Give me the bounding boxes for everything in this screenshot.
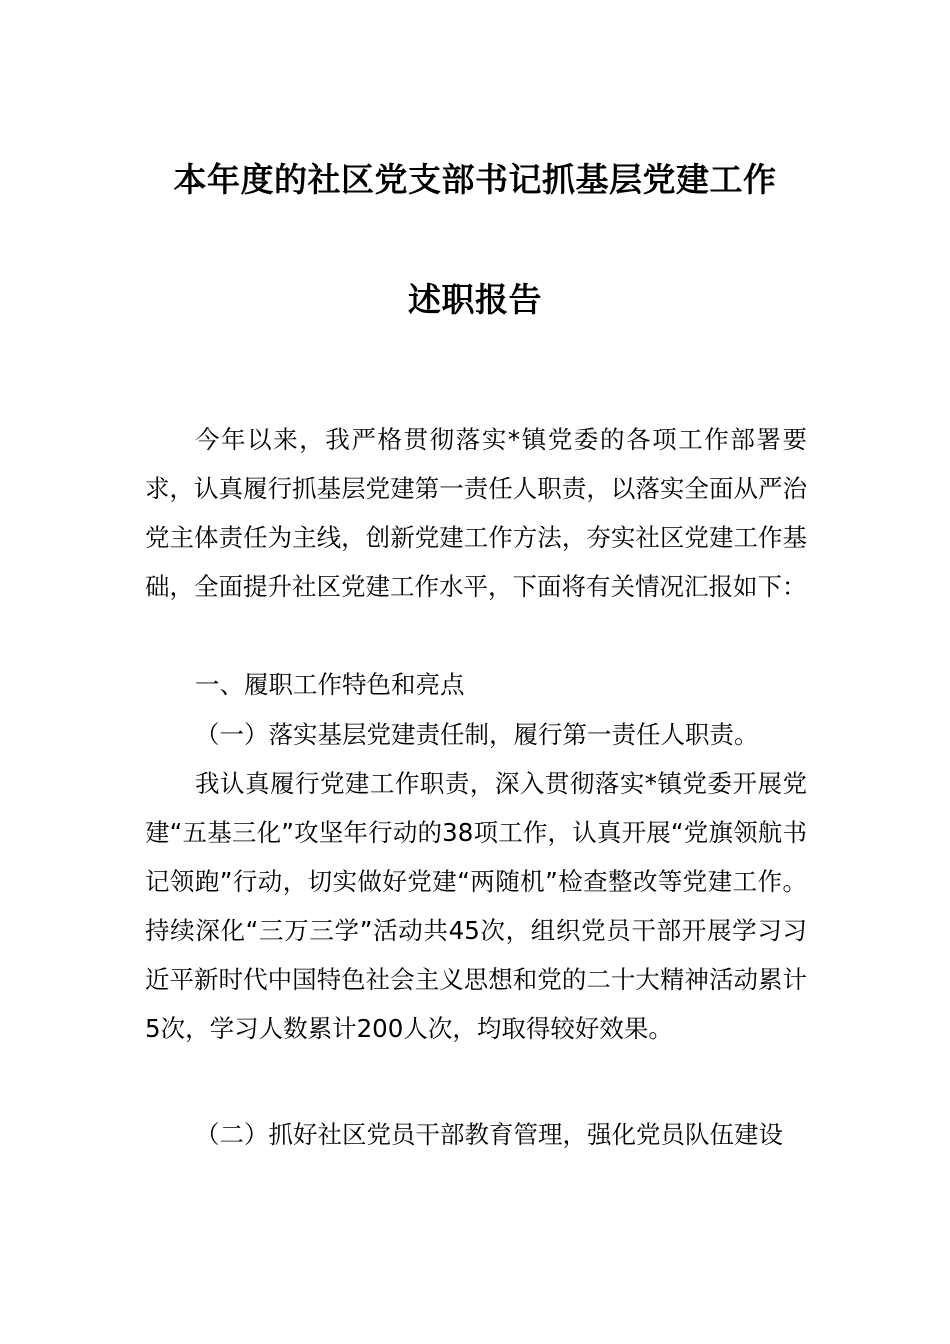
subsection-paragraph-1-1: 我认真履行党建工作职责，深入贯彻落实*镇党委开展党建“五基三化”攻坚年行动的38项工作，认真开展“党旗领航书记领跑”行动，切实做好党建“两随机”检查整改等党建工作。持续深化“三万三学”活动共45次，组织党员干部开展学习习近平新时代中国特色社会主义思想和党的二十大精神活动累计5次，学习人数累计200人次，均取得较好效果。: [145, 769, 807, 1043]
subsection-heading-1-2: （二）抓好社区党员干部教育管理，强化党员队伍建设: [195, 1120, 783, 1149]
subsection-heading-1-1: （一）落实基层党建责任制，履行第一责任人职责。: [195, 720, 759, 749]
section-heading-1: 一、履职工作特色和亮点: [195, 670, 465, 699]
intro-paragraph: 今年以来，我严格贯彻落实*镇党委的各项工作部署要求，认真履行抓基层党建第一责任人职责，以落实全面从严治党主体责任为主线，创新党建工作方法，夯实社区党建工作基础，全面提升社区党建工作水平，下面将有关情况汇报如下：: [145, 425, 807, 601]
document-title-line-2: 述职报告: [408, 280, 542, 319]
document-title-line-1: 本年度的社区党支部书记抓基层党建工作: [173, 160, 777, 199]
